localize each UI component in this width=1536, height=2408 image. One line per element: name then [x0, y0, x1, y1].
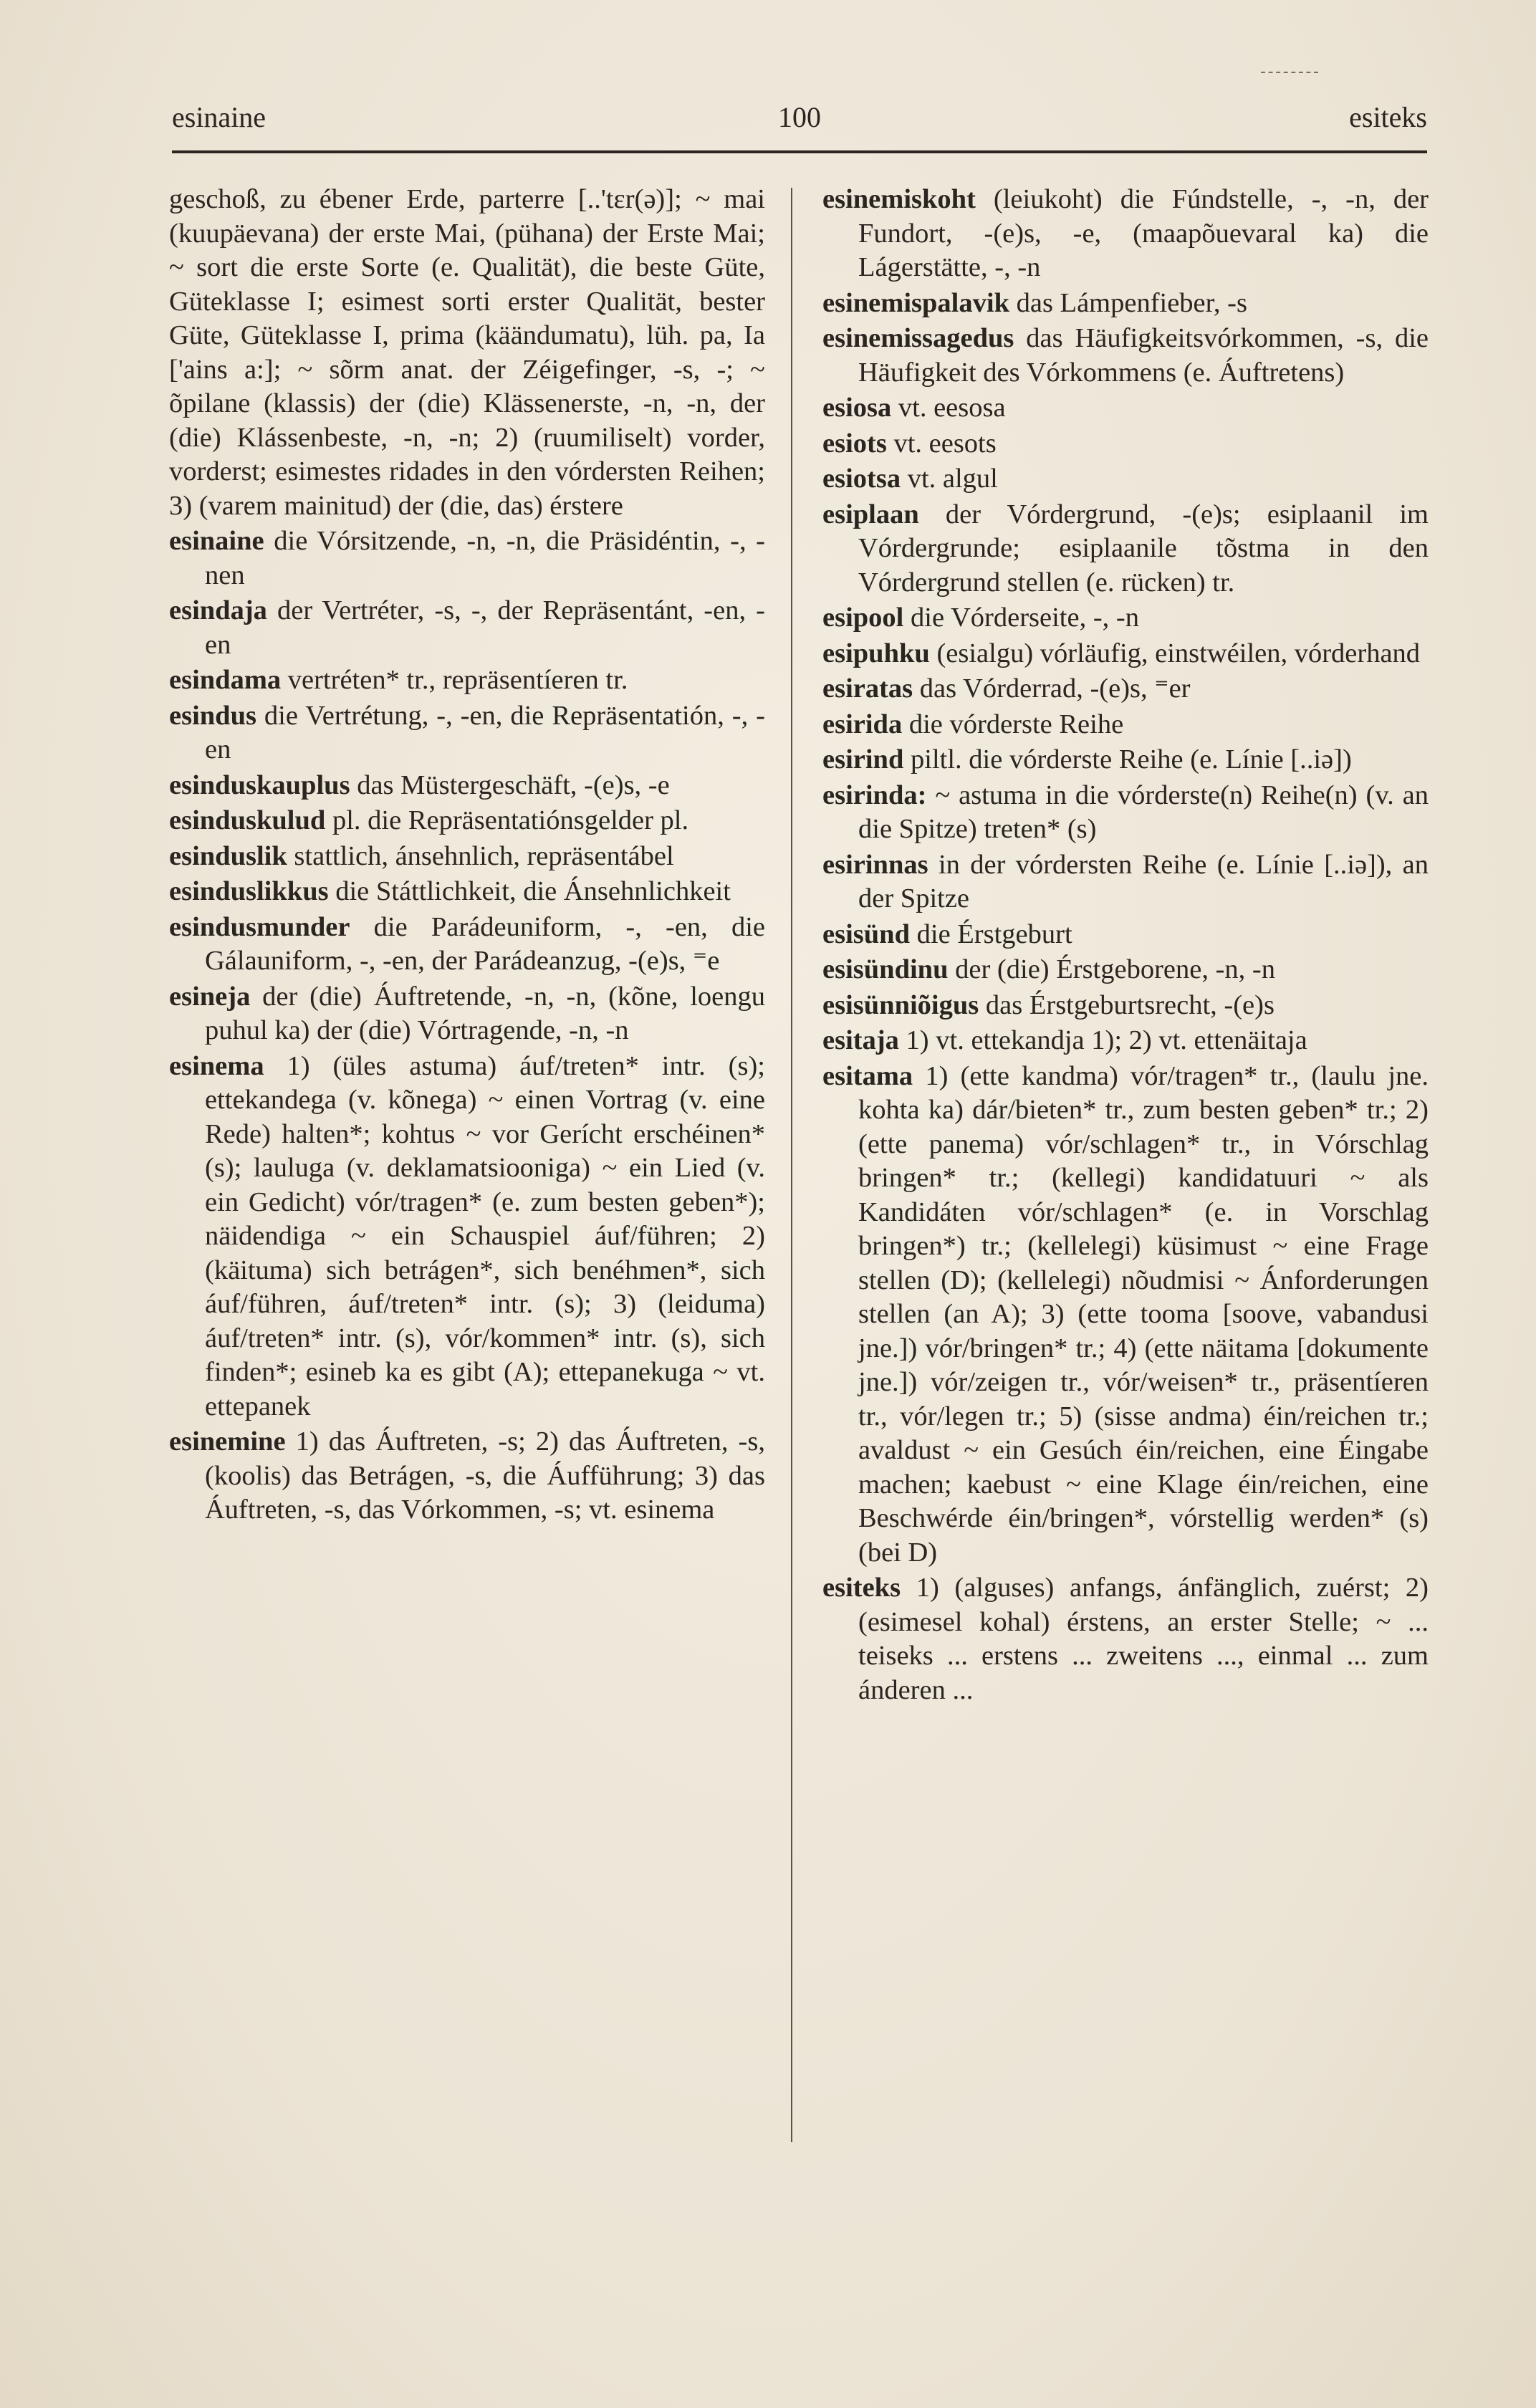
- right-column: [822, 183, 1429, 1709]
- dictionary-entry: esiratas das Vórderrad, -(e)s, ⁼er: [822, 673, 1191, 704]
- dictionary-entry: esinemine 1) das Áuftreten, -s; 2) das Áuftreten, -s, (koolis) das Betrágen, -s, die Áufführung; 3) das Áuftreten, -s, das Vórkommen, -s; vt. esinema: [169, 1426, 765, 1525]
- headword: esinduslik: [169, 840, 287, 871]
- dictionary-entry: esindama vertréten* tr., repräsentíeren tr.: [169, 665, 628, 695]
- dictionary-entry: esinduslik stattlich, ánsehnlich, repräsentábel: [169, 840, 674, 871]
- dictionary-entry: esinaine die Vórsitzende, -n, -n, die Präsidéntin, -, -nen: [169, 526, 765, 590]
- dictionary-entry: esipool die Vórderseite, -, -n: [822, 603, 1139, 633]
- headword: esinaine: [169, 526, 264, 556]
- dictionary-entry: esinemissagedus das Häufigkeitsvórkommen, -s, die Häufigkeit des Vórkommens (e. Áuftretens): [822, 323, 1429, 388]
- running-header: [172, 100, 1427, 143]
- dictionary-entry: esirind piltl. die vórderste Reihe (e. Línie [..iə]): [822, 744, 1352, 774]
- headword: esindaja: [169, 595, 267, 625]
- column-divider: [791, 188, 792, 2142]
- headword: esinemiskoht: [822, 184, 976, 214]
- dictionary-entry: esinemispalavik das Lámpenfieber, -s: [822, 287, 1247, 318]
- headword: esiratas: [822, 673, 913, 704]
- left-column: [169, 183, 765, 1529]
- dictionary-entry: geschoß, zu ébener Erde, parterre [..'tɛr(ə)]; ~ mai (kuupäevana) der erste Mai, (pühana) der Erste Mai; ~ sort die erste Sorte (e. Qualität), die beste Güte, Güteklasse I; esimest sorti erster Qualität, bester Güte, Güteklasse I, prima (käändumatu), lüh. pa, Ia ['ains a:]; ~ sõrm anat. der Zéigefinger, -s, -; ~ õpilane (klassis) der (die) Klässenerste, -n, -n, der (die) Klássenbeste, -n, -n; 2) (ruumiliselt) vorder, vorderst; esimestes ridades in den vórdersten Reihen; 3) (varem mainitud) der (die, das) érstere: [169, 184, 765, 521]
- dictionary-entry: esitama 1) (ette kandma) vór/tragen* tr., (laulu jne. kohta ka) dár/bieten* tr., zum besten geben* tr.; 2) (ette panema) vór/schlagen* tr., in Vórschlag bringen* tr.; (kellegi) kandidatuuri ~ als Kandidáten vór/schlagen* (e. in Vorschlag bringen*) tr.; (kellelegi) küsimust ~ eine Frage stellen (D); (kellelegi) nõudmisi ~ Ánforderungen stellen (an A); 3) (ette tooma [soove, vabandusi jne.]) vór/bringen* tr.; 4) (ette näitama [dokumente jne.]) vór/zeigen tr., vór/weisen* tr., präsentíeren tr., vór/legen tr.; 5) (sisse andma) éin/reichen tr.; avaldust ~ ein Gesúch éin/reichen, eine Éingabe machen; kaebust ~ eine Klage éin/reichen, eine Beschwérde éin/bringen*, vórstellig werden* (s) (bei D): [822, 1060, 1429, 1568]
- headword: esinduskauplus: [169, 769, 350, 800]
- dictionary-entry: esipuhku (esialgu) vórläufig, einstwéilen, vórderhand: [822, 638, 1421, 668]
- dictionary-entry: esinemiskoht (leiukoht) die Fúndstelle, -, -n, der Fundort, -(e)s, -e, (maapõuevaral ka) die Lágerstätte, -, -n: [822, 184, 1429, 282]
- page-edge-mark: [1261, 72, 1318, 75]
- dictionary-entry: esiots vt. eesots: [822, 428, 997, 459]
- dictionary-entry: esinema 1) (üles astuma) áuf/treten* intr. (s); ettekandega (v. kõnega) ~ einen Vortrag (v. eine Rede) halten*; kohtus ~ vor Gerícht erschéinen* (s); lauluga (v. deklamatsiooniga) ~ ein Lied (v. ein Gedicht) vór/tragen* (e. zum besten geben*); näidendiga ~ ein Schauspiel áuf/führen; 2) (käituma) sich betrágen*, sich benéhmen*, sich áuf/führen, áuf/treten* intr. (s); 3) (leiduma) áuf/treten* intr. (s), vór/kommen* intr. (s), sich finden*; esineb ka es gibt (A); ettepanekuga ~ vt. ettepanek: [169, 1050, 765, 1421]
- headword: esinduskulud: [169, 805, 326, 835]
- headword: esineja: [169, 981, 251, 1012]
- headword: esirinda:: [822, 780, 927, 810]
- headword: esirinnas: [822, 849, 928, 880]
- dictionary-entry: esiteks 1) (alguses) anfangs, ánfänglich, zuérst; 2) (esimesel kohal) érstens, an erster Stelle; ~ ... teiseks ... erstens ... zweitens ..., einmal ... zum ánderen ...: [822, 1573, 1429, 1705]
- header-rule: [172, 150, 1427, 153]
- headword: esisünd: [822, 918, 910, 949]
- page-number: 100: [778, 101, 821, 133]
- dictionary-entry: esirinnas in der vórdersten Reihe (e. Línie [..iə]), an der Spitze: [822, 849, 1429, 913]
- headword: esirind: [822, 744, 904, 774]
- headword: esirida: [822, 709, 903, 739]
- headword: esisündinu: [822, 954, 949, 984]
- header-last-entry: esiteks: [1349, 101, 1427, 133]
- dictionary-entry: esindusmunder die Parádeuniform, -, -en, die Gálauniform, -, -en, der Parádeanzug, -(e)s, ⁼e: [169, 911, 765, 976]
- headword: esipool: [822, 603, 904, 633]
- headword: esiots: [822, 428, 887, 459]
- dictionary-entry: esinduskulud pl. die Repräsentatiónsgelder pl.: [169, 805, 689, 835]
- headword: esinduslikkus: [169, 876, 329, 906]
- dictionary-entry: esindus die Vertrétung, -, -en, die Repräsentatión, -, -en: [169, 700, 765, 764]
- dictionary-entry: esiosa vt. eesosa: [822, 393, 1006, 423]
- headword: esinema: [169, 1050, 264, 1081]
- dictionary-entry: esiplaan der Vórdergrund, -(e)s; esiplaanil im Vórdergrunde; esiplaanile tõstma in den Vórdergrund stellen (e. rücken) tr.: [822, 499, 1429, 598]
- headword: esinemissagedus: [822, 323, 1014, 353]
- dictionary-entry: esinduskauplus das Müstergeschäft, -(e)s, -e: [169, 769, 670, 800]
- headword: esitaja: [822, 1025, 899, 1055]
- headword: esindus: [169, 700, 256, 731]
- headword: esitama: [822, 1060, 913, 1091]
- dictionary-entry: esisündinu der (die) Érstgeborene, -n, -n: [822, 954, 1275, 984]
- headword: esiotsa: [822, 464, 901, 494]
- dictionary-entry: esinduslikkus die Státtlichkeit, die Ánsehnlichkeit: [169, 876, 731, 906]
- dictionary-entry: esindaja der Vertréter, -s, -, der Repräsentánt, -en, -en: [169, 595, 765, 660]
- dictionary-entry: esiotsa vt. algul: [822, 464, 998, 494]
- headword: esisünniõigus: [822, 989, 979, 1020]
- header-first-entry: esinaine: [172, 101, 267, 133]
- dictionary-entry: esineja der (die) Áuftretende, -n, -n, (kõne, loengu puhul ka) der (die) Vórtragende, -n, -n: [169, 981, 765, 1045]
- dictionary-entry: esitaja 1) vt. ettekandja 1); 2) vt. ettenäitaja: [822, 1025, 1307, 1055]
- headword: esiosa: [822, 393, 892, 423]
- dictionary-entry: esirida die vórderste Reihe: [822, 709, 1124, 739]
- headword: esindusmunder: [169, 911, 350, 942]
- dictionary-entry: esisünd die Érstgeburt: [822, 918, 1072, 949]
- dictionary-entry: esirinda: ~ astuma in die vórderste(n) Reihe(n) (v. an die Spitze) treten* (s): [822, 780, 1429, 844]
- headword: esindama: [169, 665, 282, 695]
- dictionary-entry: esisünniõigus das Érstgeburtsrecht, -(e)s: [822, 989, 1275, 1020]
- headword: esinemispalavik: [822, 287, 1009, 318]
- headword: esipuhku: [822, 638, 930, 668]
- headword: esiteks: [822, 1573, 901, 1603]
- headword: esinemine: [169, 1426, 286, 1457]
- headword: esiplaan: [822, 499, 919, 529]
